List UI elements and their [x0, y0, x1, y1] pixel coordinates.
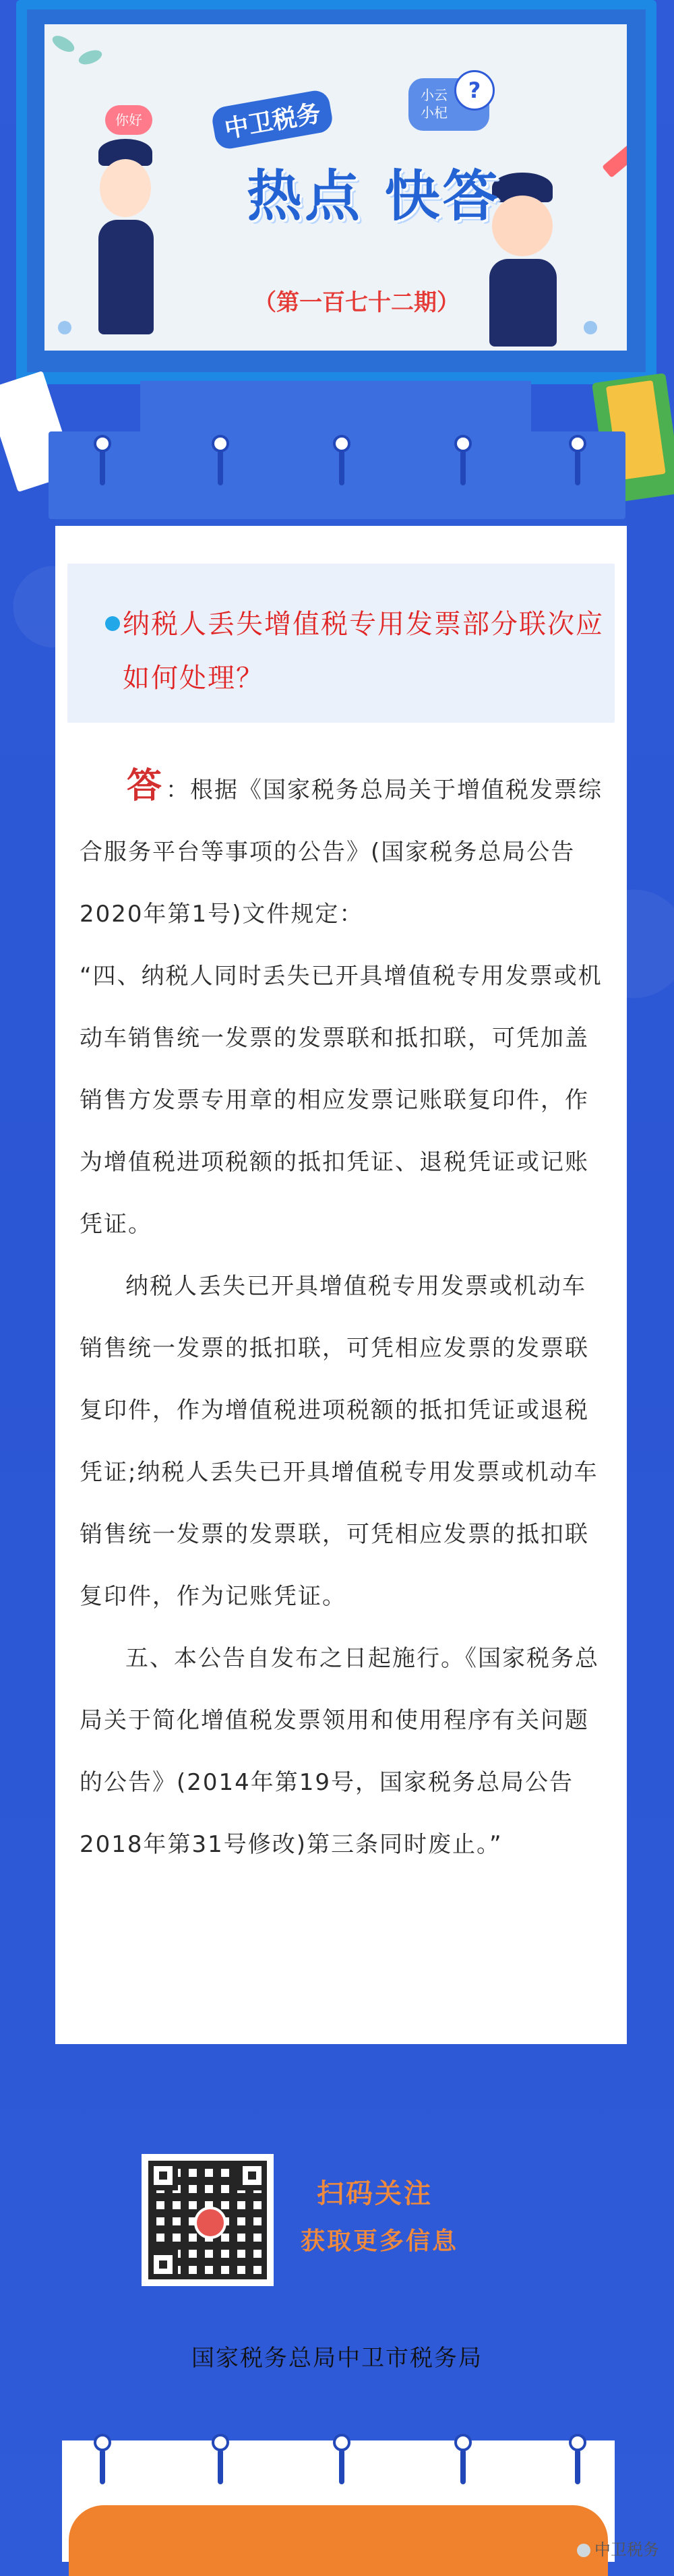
binder-ring-stem [575, 450, 580, 485]
answer-body [80, 755, 605, 1876]
binder-ring-stem [339, 2449, 344, 2484]
leaf-decoration [50, 32, 77, 55]
left-character-illustration [85, 139, 166, 341]
content-card [55, 519, 627, 2044]
bullet-icon [105, 616, 120, 631]
binder-ring-stem [218, 2449, 223, 2484]
question-bubble-icon: ? [454, 70, 495, 111]
binder-ring-stem [460, 2449, 466, 2484]
more-info-label: 获取更多信息 [301, 2227, 459, 2255]
qr-code-icon [148, 2161, 267, 2279]
watermark-text: 中卫税务 [594, 2540, 659, 2559]
question-box [67, 564, 615, 723]
follow-label: 扫码关注 [317, 2178, 433, 2209]
pencil-decoration [602, 115, 632, 178]
page-title: 热点 快答 [247, 164, 501, 229]
leaf-decoration [77, 47, 104, 67]
flower-decoration [584, 321, 597, 334]
banner-card [39, 19, 632, 356]
binder-ring-stem [460, 450, 466, 485]
helper-bubble [408, 78, 489, 131]
answer-label: 答 [127, 766, 166, 806]
answer-paragraph-3: 五、本公告自发布之日起施行。《国家税务总局关于简化增值税发票领用和使用程序有关问题的公告》(2014年第19号，国家税务总局公告2018年第31号修改)第三条同时废止。” [80, 1645, 599, 1858]
issue-number: （第一百七十二期） [253, 289, 460, 316]
binder-ring-stem [218, 450, 223, 485]
answer-intro [80, 755, 605, 945]
question-text: 纳税人丢失增值税专用发票部分联次应如何处理？ [123, 609, 604, 694]
answer-intro-text: ：根据《国家税务总局关于增值税发票综合服务平台等事项的公告》(国家税务总局公告2020年第1号)文件规定： [80, 777, 603, 928]
watermark [577, 2536, 659, 2560]
organization-name: 国家税务总局中卫市税务局 [191, 2345, 483, 2372]
answer-paragraph-1: “四、纳税人同时丢失已开具增值税专用发票或机动车销售统一发票的发票联和抵扣联，可凭加盖销售方发票专用章的相应发票记账联复印件，作为增值税进项税额的抵扣凭证、退税凭证或记账凭证。 [80, 963, 603, 1238]
binder-ring-stem [100, 2449, 105, 2484]
flower-decoration [58, 321, 71, 334]
binder-ring-stem [100, 450, 105, 485]
bottom-pill [69, 2505, 608, 2576]
helper-bubble-text: 小云 小杞 [421, 87, 448, 121]
binder-ring-stem [575, 2449, 580, 2484]
qr-code[interactable] [142, 2154, 274, 2286]
org-tag: 中卫税务 [210, 88, 334, 151]
wechat-watermark-icon [577, 2544, 590, 2557]
hello-bubble: 你好 [105, 105, 152, 135]
binder-ring-stem [339, 450, 344, 485]
answer-paragraph-2: 纳税人丢失已开具增值税专用发票或机动车销售统一发票的抵扣联，可凭相应发票的发票联复印件，作为增值税进项税额的抵扣凭证或退税凭证;纳税人丢失已开具增值税专用发票或机动车销售统一发票的发票联，可凭相应发票的抵扣联复印件，作为记账凭证。 [80, 1273, 599, 1610]
